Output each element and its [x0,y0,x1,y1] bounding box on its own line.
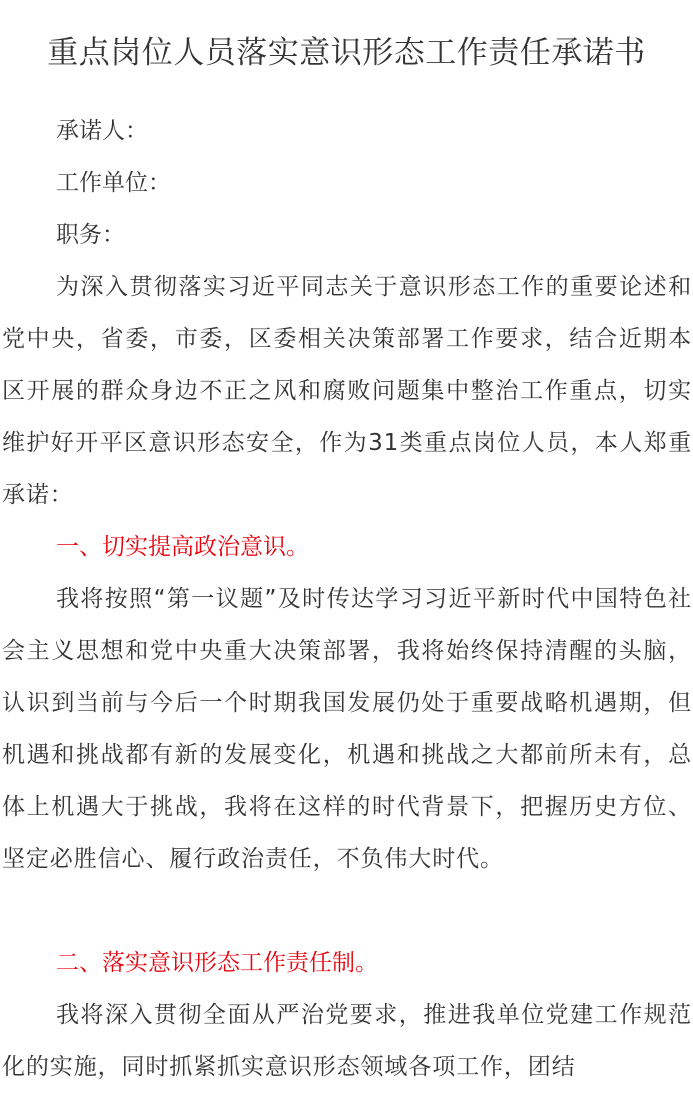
section-2-heading: 二、落实意识形态工作责任制。 [56,950,378,976]
position-field-label: 职务： [56,222,125,248]
intro-paragraph: 为深入贯彻落实习近平同志关于意识形态工作的重要论述和党中央，省委，市委，区委相关决策部署工作要求，结合近期本区开展的群众身边不正之风和腐败问题集中整治工作重点，切实维护好开平区意识形态安全，作为31类重点岗位人员，本人郑重承诺： [2,274,692,508]
promiser-field-label: 承诺人： [56,118,148,144]
section-2-paragraph: 我将深入贯彻全面从严治党要求，推进我单位党建工作规范化的实施，同时抓紧抓实意识形态领域各项工作，团结 [2,1002,692,1080]
section-1-paragraph: 我将按照“第一议题”及时传达学习习近平新时代中国特色社会主义思想和党中央重大决策部署，我将始终保持清醒的头脑，认识到当前与今后一个时期我国发展仍处于重要战略机遇期，但机遇和挑战都有新的发展变化，机遇和挑战之大都前所未有，总体上机遇大于挑战，我将在这样的时代背景下，把握历史方位、坚定必胜信心、履行政治责任，不负伟大时代。 [2,586,692,872]
work-unit-field-label: 工作单位： [56,170,171,196]
document-title: 重点岗位人员落实意识形态工作责任承诺书 [47,35,646,71]
section-1-heading: 一、切实提高政治意识。 [56,534,309,560]
